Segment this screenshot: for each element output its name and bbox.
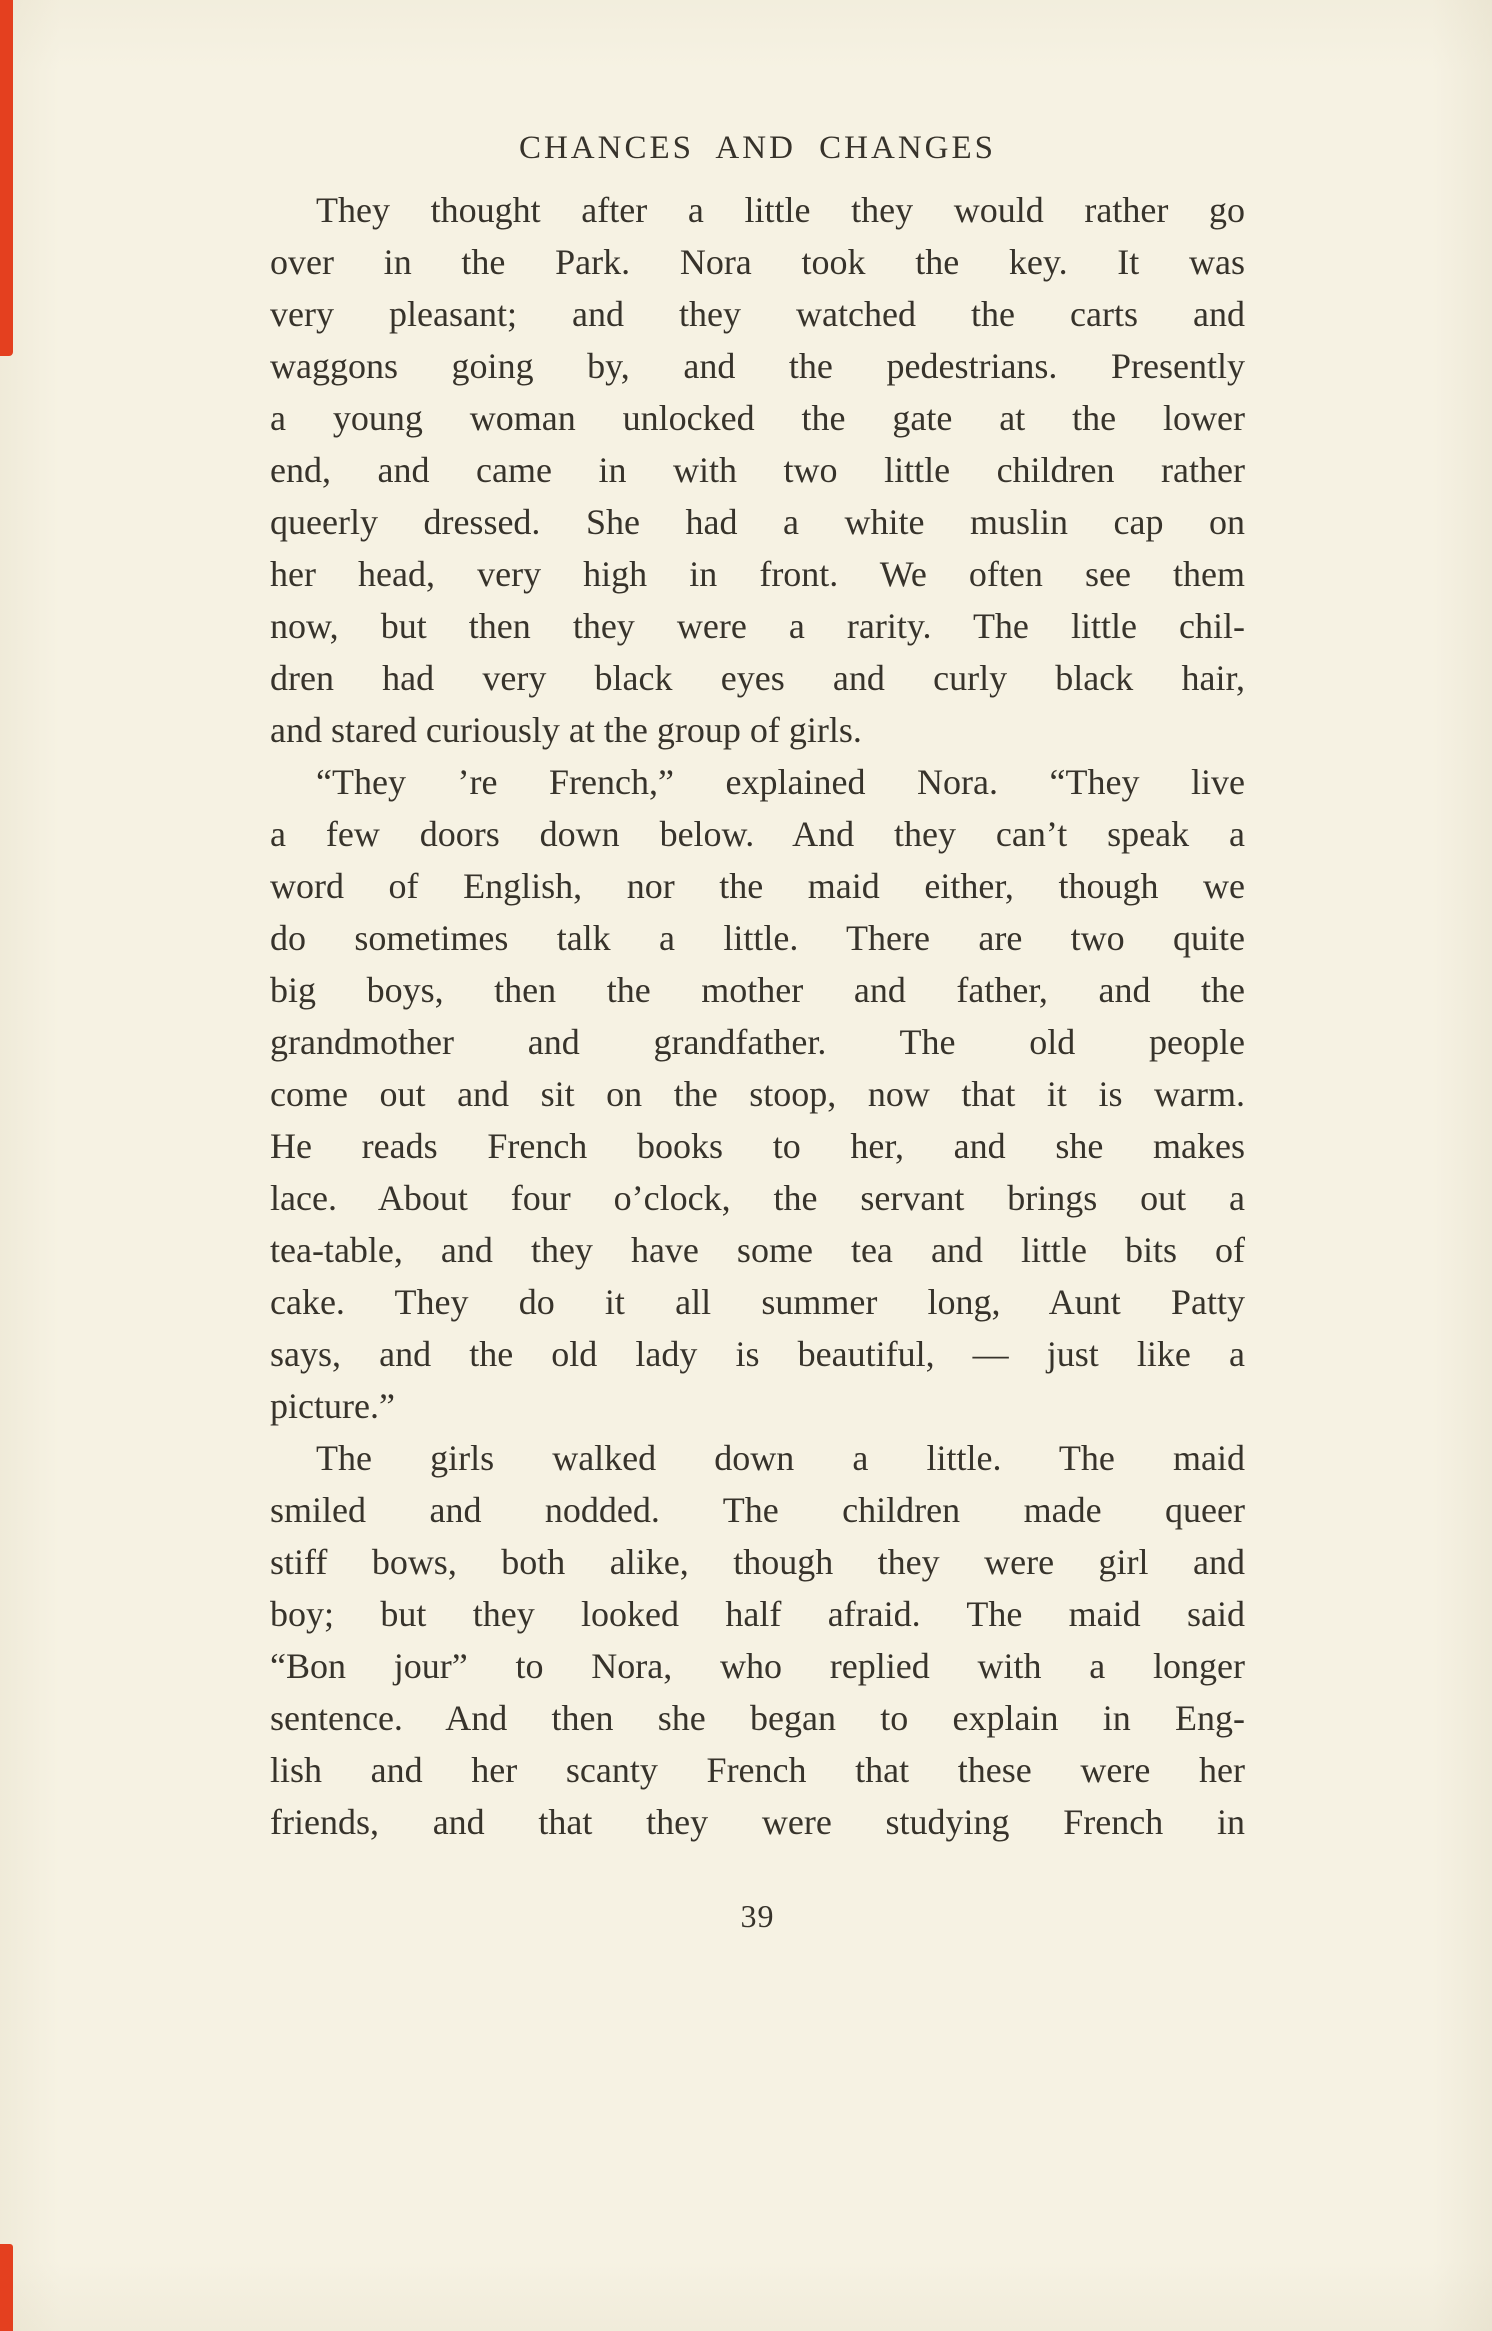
red-edge-mark-top — [0, 0, 13, 356]
text-line: now, but then they were a rarity. The little chil- — [270, 606, 1245, 646]
text-line: her head, very high in front. We often see them — [270, 554, 1245, 594]
text-line: cake. They do it all summer long, Aunt Patty — [270, 1282, 1245, 1322]
text-line: a young woman unlocked the gate at the lower — [270, 398, 1245, 438]
text-line: do sometimes talk a little. There are two quite — [270, 918, 1245, 958]
text-line: smiled and nodded. The children made queer — [270, 1490, 1245, 1530]
text-line: says, and the old lady is beautiful, — just like a — [270, 1334, 1245, 1374]
text-line: sentence. And then she began to explain in Eng- — [270, 1698, 1245, 1738]
text-line: come out and sit on the stoop, now that it is warm. — [270, 1074, 1245, 1114]
text-line: queerly dressed. She had a white muslin cap on — [270, 502, 1245, 542]
text-line: “They ’re French,” explained Nora. “They live — [316, 762, 1245, 802]
text-line: picture.” — [270, 1386, 395, 1426]
text-line: friends, and that they were studying French in — [270, 1802, 1245, 1842]
text-line: tea-table, and they have some tea and little bits of — [270, 1230, 1245, 1270]
text-line: word of English, nor the maid either, though we — [270, 866, 1245, 906]
page-number: 39 — [740, 1898, 775, 1934]
text-line: “Bon jour” to Nora, who replied with a longer — [270, 1646, 1245, 1686]
red-edge-mark-bottom — [0, 2244, 13, 2331]
text-body — [270, 184, 1245, 1848]
text-line: big boys, then the mother and father, and the — [270, 970, 1245, 1010]
text-line: lace. About four o’clock, the servant brings out a — [270, 1178, 1245, 1218]
paragraph — [270, 1432, 1245, 1848]
text-line: He reads French books to her, and she makes — [270, 1126, 1245, 1166]
text-line: very pleasant; and they watched the carts and — [270, 294, 1245, 334]
text-line: lish and her scanty French that these were her — [270, 1750, 1245, 1790]
paragraph — [270, 756, 1245, 1432]
text-line: They thought after a little they would rather go — [316, 190, 1245, 230]
text-line: waggons going by, and the pedestrians. Presently — [270, 346, 1245, 386]
text-line: stiff bows, both alike, though they were girl and — [270, 1542, 1245, 1582]
text-line: grandmother and grandfather. The old people — [270, 1022, 1245, 1062]
text-line: and stared curiously at the group of girls. — [270, 710, 862, 750]
paragraph — [270, 184, 1245, 756]
text-line: end, and came in with two little children rather — [270, 450, 1245, 490]
text-line: The girls walked down a little. The maid — [316, 1438, 1245, 1478]
text-line: over in the Park. Nora took the key. It was — [270, 242, 1245, 282]
text-line: boy; but they looked half afraid. The maid said — [270, 1594, 1245, 1634]
text-line: dren had very black eyes and curly black hair, — [270, 658, 1245, 698]
text-line: a few doors down below. And they can’t speak a — [270, 814, 1245, 854]
running-head: CHANCES AND CHANGES — [518, 130, 997, 166]
